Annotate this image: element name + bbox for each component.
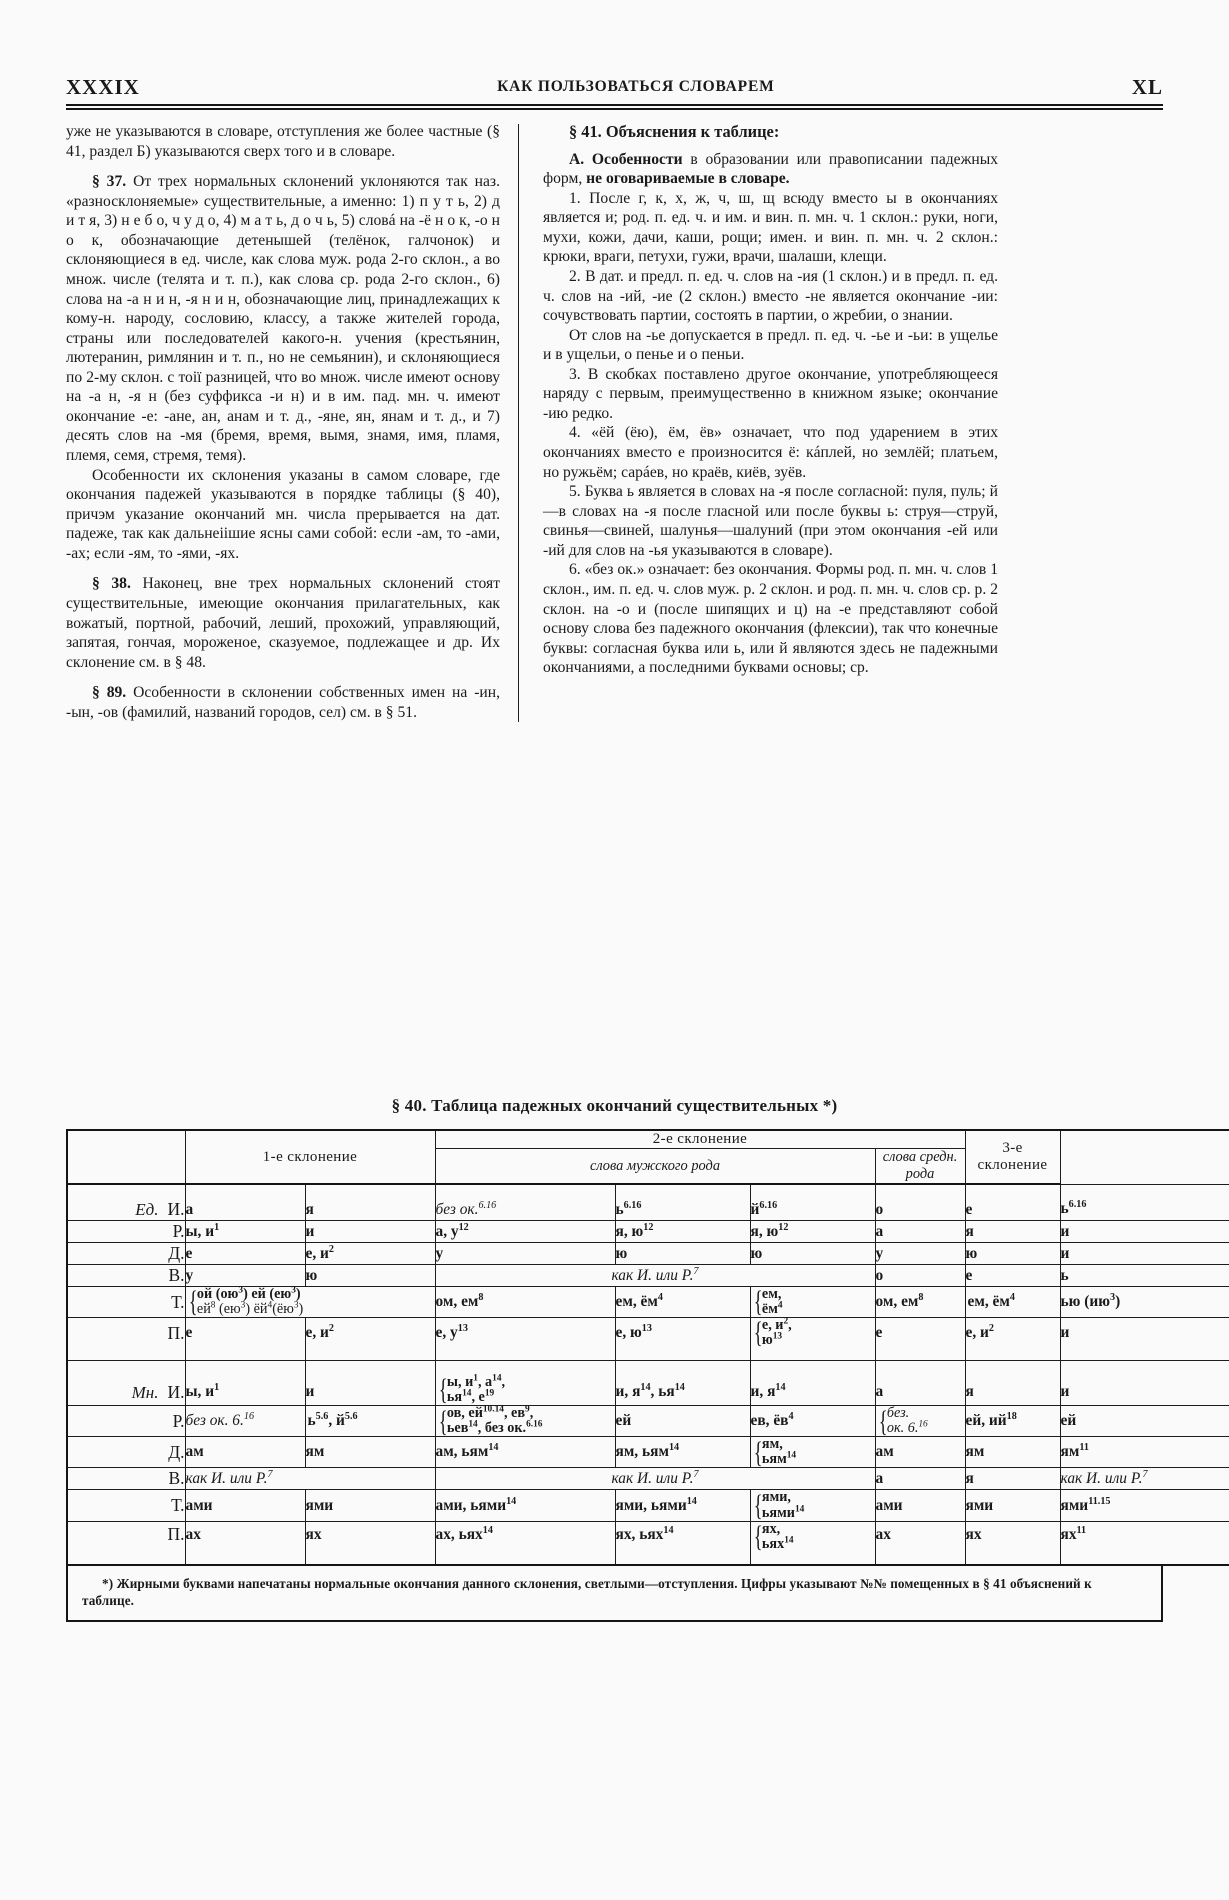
item-a-bold-lead: А. Особенности bbox=[569, 150, 683, 168]
right-column bbox=[543, 122, 998, 722]
cell-d2m-c-brace-group bbox=[750, 1287, 875, 1318]
cell-d2m-c-brace-group bbox=[750, 1521, 875, 1565]
brace-icon: { bbox=[438, 1373, 448, 1407]
cell-d3: ей bbox=[1060, 1406, 1229, 1437]
section-38-label: § 38. bbox=[92, 575, 131, 593]
cell-d2m-c-line2: ьям$^{14}$ bbox=[761, 1450, 797, 1468]
case-label: И. bbox=[167, 1199, 185, 1219]
cell-d2n-b: ями bbox=[965, 1490, 1060, 1521]
cell-d2n-b: ям bbox=[965, 1437, 1060, 1468]
row-label bbox=[67, 1468, 185, 1490]
cell-d3: и bbox=[1060, 1243, 1229, 1265]
item-a-text: в образовании или правописании падежных форм, bbox=[543, 150, 998, 188]
cell-d2n-brace-group bbox=[875, 1406, 965, 1437]
header-corner-blank bbox=[67, 1130, 185, 1184]
cell-d1-soft: $ь^{5.6}$, $й^{5.6}$ bbox=[305, 1406, 435, 1437]
number-label-plural: Мн. bbox=[131, 1382, 159, 1402]
cell-d1-span: как И. или Р.$^7$ bbox=[185, 1468, 435, 1490]
cell-d2m-c-line2: ьях$^{14}$ bbox=[761, 1534, 794, 1552]
cell-d2n-b: я bbox=[965, 1361, 1060, 1406]
cell-d1-hard: е bbox=[185, 1243, 305, 1265]
table-row bbox=[67, 1265, 1229, 1287]
cell-d2n-a: ам bbox=[875, 1437, 965, 1468]
header-decl1: 1-е склонение bbox=[185, 1130, 435, 1184]
case-label: П. bbox=[167, 1322, 185, 1343]
declension-table-block bbox=[66, 1096, 1163, 1622]
cell-d2n-line1: без. bbox=[886, 1405, 910, 1422]
cell-d2m-c: ев, $ёв^4$ bbox=[750, 1406, 875, 1437]
cell-d2n-a: е bbox=[875, 1318, 965, 1361]
cell-d2n-b: ях bbox=[965, 1521, 1060, 1565]
cell-d2m-c-brace-group bbox=[750, 1437, 875, 1468]
section-37 bbox=[66, 172, 500, 465]
cell-d2m-c-line1: ям, bbox=[761, 1436, 783, 1453]
case-label: И. bbox=[167, 1381, 185, 1402]
cell-d2m-c-line1: ях, bbox=[761, 1520, 781, 1537]
number-label-singular: Ед. bbox=[135, 1200, 159, 1219]
cell-d2m-b: ю bbox=[615, 1243, 750, 1265]
cell-d3: ь bbox=[1060, 1265, 1229, 1287]
cell-d2m-a: ом, $ем^8$ bbox=[435, 1287, 615, 1318]
cell-d2n-b: я bbox=[965, 1221, 1060, 1243]
table-row bbox=[67, 1437, 1229, 1468]
cell-d2m-b: ях, ьях$^{14}$ bbox=[615, 1521, 750, 1565]
left-column bbox=[66, 122, 518, 722]
continuation-paragraph: уже не указываются в словаре, отступления же более частные (§ 41, раздел Б) указываются сверх того и в словаре. bbox=[66, 123, 500, 160]
cell-d2m-c: ю bbox=[750, 1243, 875, 1265]
cell-d1-hard: ах bbox=[185, 1521, 305, 1565]
column-divider bbox=[518, 124, 519, 722]
table-row bbox=[67, 1490, 1229, 1521]
section-41-item-3: 3. В скобках поставлено другое окончание, употребляющееся наряду с первым, преимущественно в книжном языке; окончание -ию редко. bbox=[543, 365, 998, 422]
cell-d2m-b: е, $ю^{13}$ bbox=[615, 1318, 750, 1361]
cell-d1-hard: без ок. 6.16 bbox=[185, 1406, 305, 1437]
brace-icon: { bbox=[438, 1404, 448, 1438]
cell-d2m-line2: ьев$^{14}$, без ок.$^{6.16}$ bbox=[446, 1419, 543, 1437]
cell-d2m-brace-group bbox=[435, 1406, 615, 1437]
cell-d2m-line2: $ья^{14}$, $е^{19}$ bbox=[446, 1388, 495, 1406]
case-label: Д. bbox=[168, 1441, 185, 1462]
cell-d2n-a: а bbox=[875, 1221, 965, 1243]
row-label bbox=[67, 1243, 185, 1265]
cell-d1-hard: у bbox=[185, 1265, 305, 1287]
row-label bbox=[67, 1521, 185, 1565]
section-37-label: § 37. bbox=[92, 173, 127, 191]
cell-d2m-b: ей bbox=[615, 1406, 750, 1437]
page-title: КАК ПОЛЬЗОВАТЬСЯ СЛОВАРЕМ bbox=[497, 78, 775, 95]
section-37-text: От трех нормальных склонений уклоняются так наз. «разносклоняемые» существительные, а именно: 1) п у т ь, 2) д и т я, 3) н е б о, ч у д о, 4) м а т ь, д о ч ь, 5) словá на -ё н о к, -о н о к, обозначающие детенышей (телёнок, галчонок) и склоняющиеся в ед. числе, как слова муж. рода 2-го склон., а во множ. числе (телята и т. п.), как слова ср. рода 2-го склон., 6) слова на -а н и н, -я н и н, обозначающие лиц, принадлежащих к кому-н. народу, сословию, классу, а также жителей города, страны или последователей какого-н. учения (крестьянин, лютеранин, римлянин и т. п., но не семьянин), и склоняющиеся по 2-му склон. с тоії разницей, что во множ. числе имеют основу на -а н, -я н (без суффикса -и н) и в им. пад. мн. ч. имеют окончание -е: -ане, ан, анам и т. д., -яне, ян, янам и т. д., и 7) десять слов на -мя (бремя, время, вымя, знамя, имя, пламя, племя, семя, стремя, темя). bbox=[66, 173, 500, 464]
cell-d2n-b: е, $и^2$ bbox=[965, 1318, 1060, 1361]
table-row bbox=[67, 1521, 1229, 1565]
cell-d2n-a: о bbox=[875, 1265, 965, 1287]
header-decl2: 2-е склонение bbox=[435, 1130, 965, 1149]
cell-d2n-a: ом, $ем^8$ bbox=[875, 1287, 965, 1318]
cell-d3: $ям^{11}$ bbox=[1060, 1437, 1229, 1468]
table-row bbox=[67, 1406, 1229, 1437]
cell-d2m-c-line1: ем, bbox=[761, 1286, 782, 1302]
row-label bbox=[67, 1221, 185, 1243]
row-label bbox=[67, 1490, 185, 1521]
cell-d1-soft: и bbox=[305, 1361, 435, 1406]
cell-d2m-span: как И. или Р.$^7$ bbox=[435, 1468, 875, 1490]
cell-d1-soft: я bbox=[305, 1184, 435, 1221]
brace-icon: { bbox=[753, 1488, 763, 1522]
case-label: В. bbox=[168, 1468, 185, 1489]
row-label-singular-nom bbox=[67, 1184, 185, 1221]
cell-d1-hard: ы, $и^1$ bbox=[185, 1361, 305, 1406]
cell-d2m-a: е, $у^{13}$ bbox=[435, 1318, 615, 1361]
case-label: Д. bbox=[168, 1243, 185, 1263]
cell-d3: и bbox=[1060, 1361, 1229, 1406]
header-decl2-neut: слова средн. рода bbox=[875, 1149, 965, 1185]
cell-d2m-c-brace-group bbox=[750, 1318, 875, 1361]
folio-left: XXXIX bbox=[66, 74, 140, 99]
section-37-tail: Особенности их склонения указаны в самом словаре, где окончания падежей указываются в порядке таблицы (§ 40), причэм указание окончаний мн. числа прерывается на дат. падеже, так как дальнеіішие ясны сами собой: если -ам, то -ами, -ах; если -ям, то -ями, -ях. bbox=[66, 466, 500, 562]
cell-d2m-b: ем, $ём^4$ bbox=[615, 1287, 750, 1318]
cell-d1-line2: $ей^8$ $(ею^3)$ $ёй^4(ёю^3)$ bbox=[196, 1300, 304, 1318]
brace-icon: { bbox=[188, 1285, 198, 1319]
cell-d2n-b: е bbox=[965, 1265, 1060, 1287]
cell-d2n-line2: ок. 6.16 bbox=[886, 1419, 928, 1437]
section-39-text: Особенности в склонении собственных имен на -ин, -ын, -ов (фамилий, названий городов, сел) см. в § 51. bbox=[66, 684, 500, 721]
section-41-item-2: 2. В дат. и предл. п. ед. ч. слов на -ия (1 склон.) и в предл. п. ед. ч. слов на -ий, -ие (2 склон.) вместо -не является окончание -ии: сочувствовать партии, состоять в партии, о жребии, о знании. bbox=[543, 267, 998, 325]
table-row bbox=[67, 1221, 1229, 1243]
table-row bbox=[67, 1184, 1229, 1221]
cell-d2m-a: ами, ьями$^{14}$ bbox=[435, 1490, 615, 1521]
section-41-item-4: 4. «ёй (ёю), ём, ёв» означает, что под ударением в этих окончаниях вместо е произносится ё: кáплей, но землёй; платьем, но ружьём; сарáев, но краёв, киёв, зуёв. bbox=[543, 424, 998, 481]
table-footnote-text: *) Жирными буквами напечатаны нормальные окончания данного склонения, светлыми—отступления. Цифры указывают №№ помещенных в § 41 объяснений к таблице. bbox=[82, 1575, 1092, 1608]
cell-d2m-c-line2: $ём^4$ bbox=[761, 1300, 783, 1318]
cell-d2m-c-line1: ями, bbox=[761, 1489, 791, 1506]
case-label: Р. bbox=[172, 1410, 185, 1431]
section-38 bbox=[66, 574, 500, 672]
section-41-heading: § 41. Объяснения к таблице: bbox=[569, 122, 780, 141]
cell-d2m-c-line1: е, $и^2$, bbox=[761, 1316, 792, 1334]
cell-d1-soft: ям bbox=[305, 1437, 435, 1468]
table-title: § 40. Таблица падежных окончаний существительных *) bbox=[391, 1096, 838, 1115]
brace-icon: { bbox=[753, 1285, 763, 1319]
header-rule bbox=[66, 104, 1163, 109]
cell-d1-soft: ями bbox=[305, 1490, 435, 1521]
cell-d1-brace-group bbox=[185, 1287, 435, 1318]
section-41-item-1: 1. После г, к, х, ж, ч, ш, щ всюду вместо ы в окончаниях является и; род. п. ед. ч. и им. и вин. п. мн. ч. 1 склон.: руки, ноги, мухи, кожи, дачи, каши, рощи; имен. и вин. п. мн. ч. 2 склон.: крюки, враги, петухи, гужи, врачи, шалаши, клещи. bbox=[543, 189, 998, 266]
cell-d2m-b: ям, ьям$^{14}$ bbox=[615, 1437, 750, 1468]
cell-d1-soft: ю bbox=[305, 1265, 435, 1287]
header-decl3: 3-е склонение bbox=[965, 1130, 1060, 1184]
cell-d2m-b: я, $ю^{12}$ bbox=[615, 1221, 750, 1243]
section-41-item-2-tail: От слов на -ье допускается в предл. п. ед. ч. -ье и -ьи: в ущелье и в ущельи, о пенье и о пеньи. bbox=[543, 326, 998, 364]
item-a-bold-tail: не оговариваемые в словаре. bbox=[586, 170, 790, 188]
cell-d2m-c: и, $я^{14}$ bbox=[750, 1361, 875, 1406]
row-label bbox=[67, 1287, 185, 1318]
cell-d2n-a: а bbox=[875, 1468, 965, 1490]
section-39 bbox=[66, 683, 500, 722]
cell-d2m-a: у bbox=[435, 1243, 615, 1265]
section-41-item-a bbox=[543, 150, 998, 189]
table-row bbox=[67, 1361, 1229, 1406]
section-41-item-5: 5. Буква ь является в словах на -я после согласной: пуля, пуль; й—в словах на -я после гласной или после буквы ь: струя—струй, свинья—свиней, шалунья—шалуний (при этом окончания -ей или -ий для слов на -ья указываются в словаре). bbox=[543, 483, 998, 559]
brace-icon: { bbox=[753, 1435, 763, 1469]
running-head bbox=[66, 72, 1163, 102]
cell-d2n-a: у bbox=[875, 1243, 965, 1265]
table-row bbox=[67, 1468, 1229, 1490]
cell-d2m-a: ам, ьям$^{14}$ bbox=[435, 1437, 615, 1468]
cell-d2m-a: а, $у^{12}$ bbox=[435, 1221, 615, 1243]
table-footnote bbox=[66, 1566, 1163, 1622]
cell-d2n-b: е bbox=[965, 1184, 1060, 1221]
cell-d2m-a: без ок.$^{6.16}$ bbox=[435, 1184, 615, 1221]
cell-d2n-b: ем, $ём^4$ bbox=[965, 1287, 1060, 1318]
cell-d1-hard: а bbox=[185, 1184, 305, 1221]
section-41-item-6: 6. «без ок.» означает: без окончания. Формы род. п. мн. ч. слов 1 склон., им. п. ед. ч. слов муж. р. 2 склон. и род. п. мн. ч. слов ср. р. 2 склон. на -о и (после шипящих и ц) на -е представляют собой основу слова без падежного окончания (флексии), так что конечные буквы: согласная буква или ь, или й являются здесь не падежными окончаниями, а последними буквами основы; ср. bbox=[543, 561, 998, 677]
cell-d3: и bbox=[1060, 1318, 1229, 1361]
table-row bbox=[67, 1318, 1229, 1361]
cell-d2n-b: ю bbox=[965, 1243, 1060, 1265]
cell-d1-soft: е, $и^2$ bbox=[305, 1243, 435, 1265]
section-39-label: § 89. bbox=[92, 684, 127, 702]
cell-d2n-a: о bbox=[875, 1184, 965, 1221]
row-label-plural-nom bbox=[67, 1361, 185, 1406]
cell-d1-hard: ами bbox=[185, 1490, 305, 1521]
cell-d2n-a: ах bbox=[875, 1521, 965, 1565]
cell-d2m-line1: ы, $и^1$, $а^{14}$, bbox=[446, 1373, 506, 1391]
cell-d1-soft: и bbox=[305, 1221, 435, 1243]
cell-d1-line1: ой $(ою^3)$ ей $(ею^3)$ bbox=[196, 1285, 301, 1302]
table-row bbox=[67, 1287, 1229, 1318]
case-label: Т. bbox=[171, 1291, 185, 1312]
cell-d1-soft: е, $и^2$ bbox=[305, 1318, 435, 1361]
brace-icon: { bbox=[878, 1404, 888, 1438]
brace-icon: { bbox=[753, 1316, 763, 1350]
row-label bbox=[67, 1406, 185, 1437]
header-decl2-masc: слова мужского рода bbox=[435, 1149, 875, 1185]
row-label bbox=[67, 1437, 185, 1468]
row-label bbox=[67, 1318, 185, 1361]
cell-d2m-line1: ов, $ей^{10.14}$, $ев^9$, bbox=[446, 1404, 534, 1422]
case-label: Т. bbox=[171, 1495, 185, 1516]
table-header-row-1 bbox=[67, 1130, 1229, 1149]
cell-d1-hard: ам bbox=[185, 1437, 305, 1468]
case-label: В. bbox=[168, 1265, 185, 1285]
body-columns bbox=[66, 122, 1163, 722]
cell-d2m-c-line2: ьями$^{14}$ bbox=[761, 1503, 805, 1521]
cell-d1-hard: е bbox=[185, 1318, 305, 1361]
cell-d1-hard: ы, $и^1$ bbox=[185, 1221, 305, 1243]
cell-d3: ью $(ию^3)$ bbox=[1060, 1287, 1229, 1318]
cell-d2n-b: я bbox=[965, 1468, 1060, 1490]
cell-d1-soft: ях bbox=[305, 1521, 435, 1565]
table-row bbox=[67, 1243, 1229, 1265]
row-label bbox=[67, 1265, 185, 1287]
cell-d3: как И. или Р.$^7$ bbox=[1060, 1468, 1229, 1490]
cell-d2m-b: ями, ьями$^{14}$ bbox=[615, 1490, 750, 1521]
cell-d2m-b: и, $я^{14}$, $ья^{14}$ bbox=[615, 1361, 750, 1406]
cell-d2m-c-brace-group bbox=[750, 1490, 875, 1521]
cell-d2m-span: как И. или Р.$^7$ bbox=[435, 1265, 875, 1287]
cell-d2m-c: $й^{6.16}$ bbox=[750, 1184, 875, 1221]
cell-d2m-brace-group bbox=[435, 1361, 615, 1406]
brace-icon: { bbox=[753, 1519, 763, 1553]
section-38-text: Наконец, вне трех нормальных склонений стоят существительные, имеющие окончания прилагательных, как вожатый, портной, рабочий, леший, прохожий, управляющий, запятая, гончая, мороженое, сказуемое, подлежащее и др. Их склонение см. в § 48. bbox=[66, 575, 501, 671]
declension-table bbox=[66, 1129, 1229, 1566]
cell-d2m-b: $ь^{6.16}$ bbox=[615, 1184, 750, 1221]
cell-d3: ями$^{11.15}$ bbox=[1060, 1490, 1229, 1521]
folio-right: XL bbox=[1131, 74, 1163, 99]
cell-d3: $ях^{11}$ bbox=[1060, 1521, 1229, 1565]
cell-d3: $ь^{6.16}$ bbox=[1060, 1184, 1229, 1221]
cell-d2m-a: ах, ьях$^{14}$ bbox=[435, 1521, 615, 1565]
cell-d3: и bbox=[1060, 1221, 1229, 1243]
cell-d2n-b: ей, $ий^{18}$ bbox=[965, 1406, 1060, 1437]
case-label: П. bbox=[167, 1524, 185, 1545]
cell-d2n-a: ами bbox=[875, 1490, 965, 1521]
cell-d2n-a: а bbox=[875, 1361, 965, 1406]
case-label: Р. bbox=[172, 1221, 185, 1241]
cell-d2m-c-line2: $ю^{13}$ bbox=[761, 1331, 783, 1349]
cell-d2m-c: я, $ю^{12}$ bbox=[750, 1221, 875, 1243]
